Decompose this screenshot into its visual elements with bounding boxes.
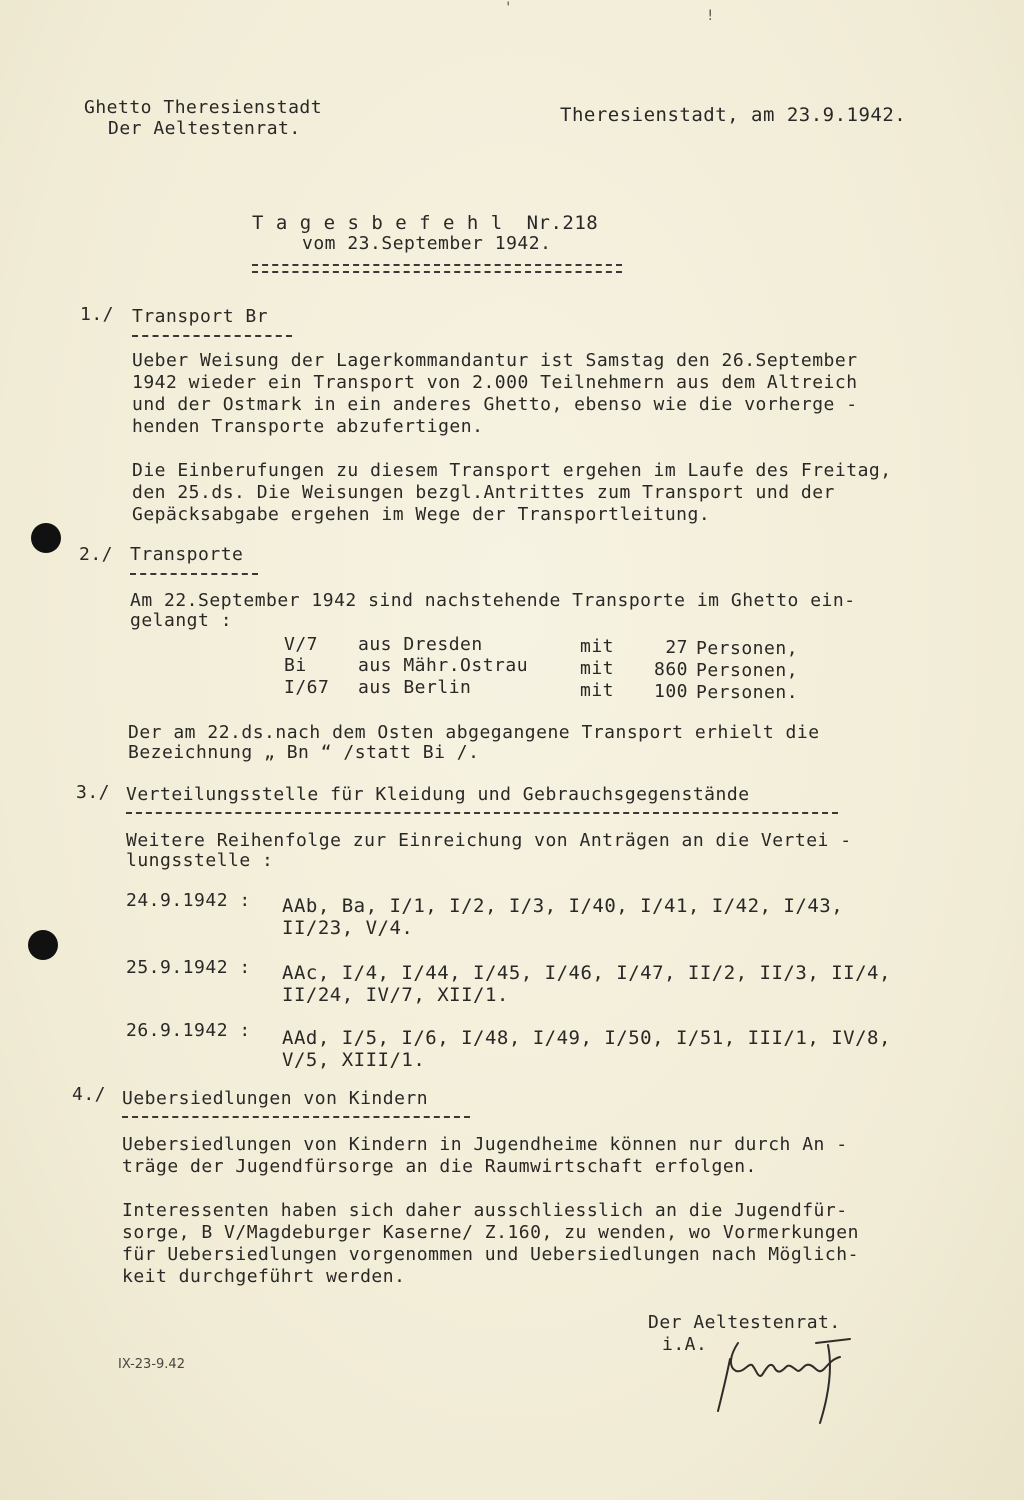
section-2-heading: Transporte bbox=[130, 544, 244, 565]
punch-hole-top bbox=[31, 523, 61, 553]
section-4-p1-line1: Uebersiedlungen von Kindern in Jugendheime können nur durch An - bbox=[122, 1134, 848, 1155]
schedule-date: 25.9.1942 : bbox=[126, 957, 251, 978]
section-4-heading: Uebersiedlungen von Kindern bbox=[122, 1088, 429, 1109]
section-4-p2-line4: keit durchgeführt werden. bbox=[122, 1266, 406, 1287]
section-1-p1-line2: 1942 wieder ein Transport von 2.000 Teilnehmern aus dem Altreich bbox=[132, 372, 858, 393]
schedule-date: 24.9.1942 : bbox=[126, 890, 251, 911]
transport-code: V/7 bbox=[284, 634, 319, 655]
handwritten-signature bbox=[700, 1335, 870, 1425]
section-4-p1-line2: träge der Jugendfürsorge an die Raumwirtschaft erfolgen. bbox=[122, 1156, 757, 1177]
section-4-underline bbox=[122, 1116, 470, 1118]
place-date: Theresienstadt, am 23.9.1942. bbox=[560, 104, 907, 126]
section-1-heading: Transport Br bbox=[132, 306, 269, 327]
signature-ia: i.A. bbox=[662, 1334, 708, 1355]
transport-code: Bi bbox=[284, 655, 307, 676]
org-line-2: Der Aeltestenrat. bbox=[108, 118, 301, 139]
schedule-date: 26.9.1942 : bbox=[126, 1020, 251, 1041]
section-3-intro-line2: lungsstelle : bbox=[126, 850, 274, 871]
transport-count: 27 bbox=[665, 637, 688, 658]
section-1-p1-line3: und der Ostmark in ein anderes Ghetto, ebenso wie die vorherge - bbox=[132, 394, 858, 415]
schedule-line-1: AAb, Ba, I/1, I/2, I/3, I/40, I/41, I/42, I/43, bbox=[282, 895, 844, 917]
section-2-note-line2: Bezeichnung „ Bn “ /statt Bi /. bbox=[128, 742, 480, 763]
transport-count: 860 bbox=[653, 659, 688, 680]
transport-mit: mit bbox=[580, 636, 615, 657]
order-title: T a g e s b e f e h l Nr.218 bbox=[252, 212, 599, 234]
schedule-line-2: II/24, IV/7, XII/1. bbox=[282, 984, 509, 1006]
section-4-number: 4./ bbox=[72, 1084, 107, 1105]
handwritten-reference: IX-23-9.42 bbox=[118, 1357, 185, 1372]
section-1-p2-line2: den 25.ds. Die Weisungen bezgl.Antrittes zum Transport und der bbox=[132, 482, 835, 503]
section-3-heading: Verteilungsstelle für Kleidung und Gebrauchsgegenstände bbox=[126, 784, 750, 805]
section-4-p2-line1: Interessenten haben sich daher ausschliesslich an die Jugendfür- bbox=[122, 1200, 848, 1221]
section-3-underline bbox=[126, 812, 838, 814]
section-1-p1-line1: Ueber Weisung der Lagerkommandantur ist Samstag den 26.September bbox=[132, 350, 858, 371]
section-3-intro-line1: Weitere Reihenfolge zur Einreichung von Anträgen an die Vertei - bbox=[126, 830, 852, 851]
section-4-p2-line3: für Uebersiedlungen vorgenommen und Uebersiedlungen nach Möglich- bbox=[122, 1244, 859, 1265]
section-2-intro-line2: gelangt : bbox=[130, 610, 233, 631]
schedule-line-2: V/5, XIII/1. bbox=[282, 1049, 426, 1071]
transport-mit: mit bbox=[580, 680, 615, 701]
transport-count: 100 bbox=[653, 681, 688, 702]
section-1-p2-line1: Die Einberufungen zu diesem Transport ergehen im Laufe des Freitag, bbox=[132, 460, 892, 481]
transport-unit: Personen, bbox=[696, 660, 799, 681]
stray-mark-top: ' bbox=[504, 0, 513, 16]
section-1-p2-line3: Gepäcksabgabe ergehen im Wege der Transportleitung. bbox=[132, 504, 711, 525]
transport-mit: mit bbox=[580, 658, 615, 679]
section-1-p1-line4: henden Transporte abzufertigen. bbox=[132, 416, 484, 437]
section-1-number: 1./ bbox=[80, 304, 115, 325]
signature-org: Der Aeltestenrat. bbox=[648, 1312, 841, 1333]
section-3-number: 3./ bbox=[76, 782, 111, 803]
schedule-line-1: AAd, I/5, I/6, I/48, I/49, I/50, I/51, III/1, IV/8, bbox=[282, 1027, 891, 1049]
org-line-1: Ghetto Theresienstadt bbox=[84, 97, 323, 118]
transport-unit: Personen, bbox=[696, 638, 799, 659]
section-1-underline bbox=[132, 335, 292, 337]
punch-hole-bottom bbox=[28, 930, 58, 960]
section-2-intro-line1: Am 22.September 1942 sind nachstehende Transporte im Ghetto ein- bbox=[130, 590, 856, 611]
transport-origin: aus Mähr.Ostrau bbox=[358, 655, 529, 676]
schedule-line-1: AAc, I/4, I/44, I/45, I/46, I/47, II/2, II/3, II/4, bbox=[282, 962, 891, 984]
transport-origin: aus Berlin bbox=[358, 677, 472, 698]
section-2-number: 2./ bbox=[79, 544, 114, 565]
transport-unit: Personen. bbox=[696, 682, 799, 703]
section-2-underline bbox=[130, 573, 258, 575]
section-2-note-line1: Der am 22.ds.nach dem Osten abgegangene Transport erhielt die bbox=[128, 722, 820, 743]
transport-code: I/67 bbox=[284, 677, 330, 698]
schedule-line-2: II/23, V/4. bbox=[282, 917, 414, 939]
transport-origin: aus Dresden bbox=[358, 634, 483, 655]
stray-mark-top-right: ! bbox=[706, 8, 715, 24]
section-4-p2-line2: sorge, B V/Magdeburger Kaserne/ Z.160, zu wenden, wo Vormerkungen bbox=[122, 1222, 859, 1243]
title-underline bbox=[252, 264, 622, 273]
order-date: vom 23.September 1942. bbox=[302, 233, 552, 254]
